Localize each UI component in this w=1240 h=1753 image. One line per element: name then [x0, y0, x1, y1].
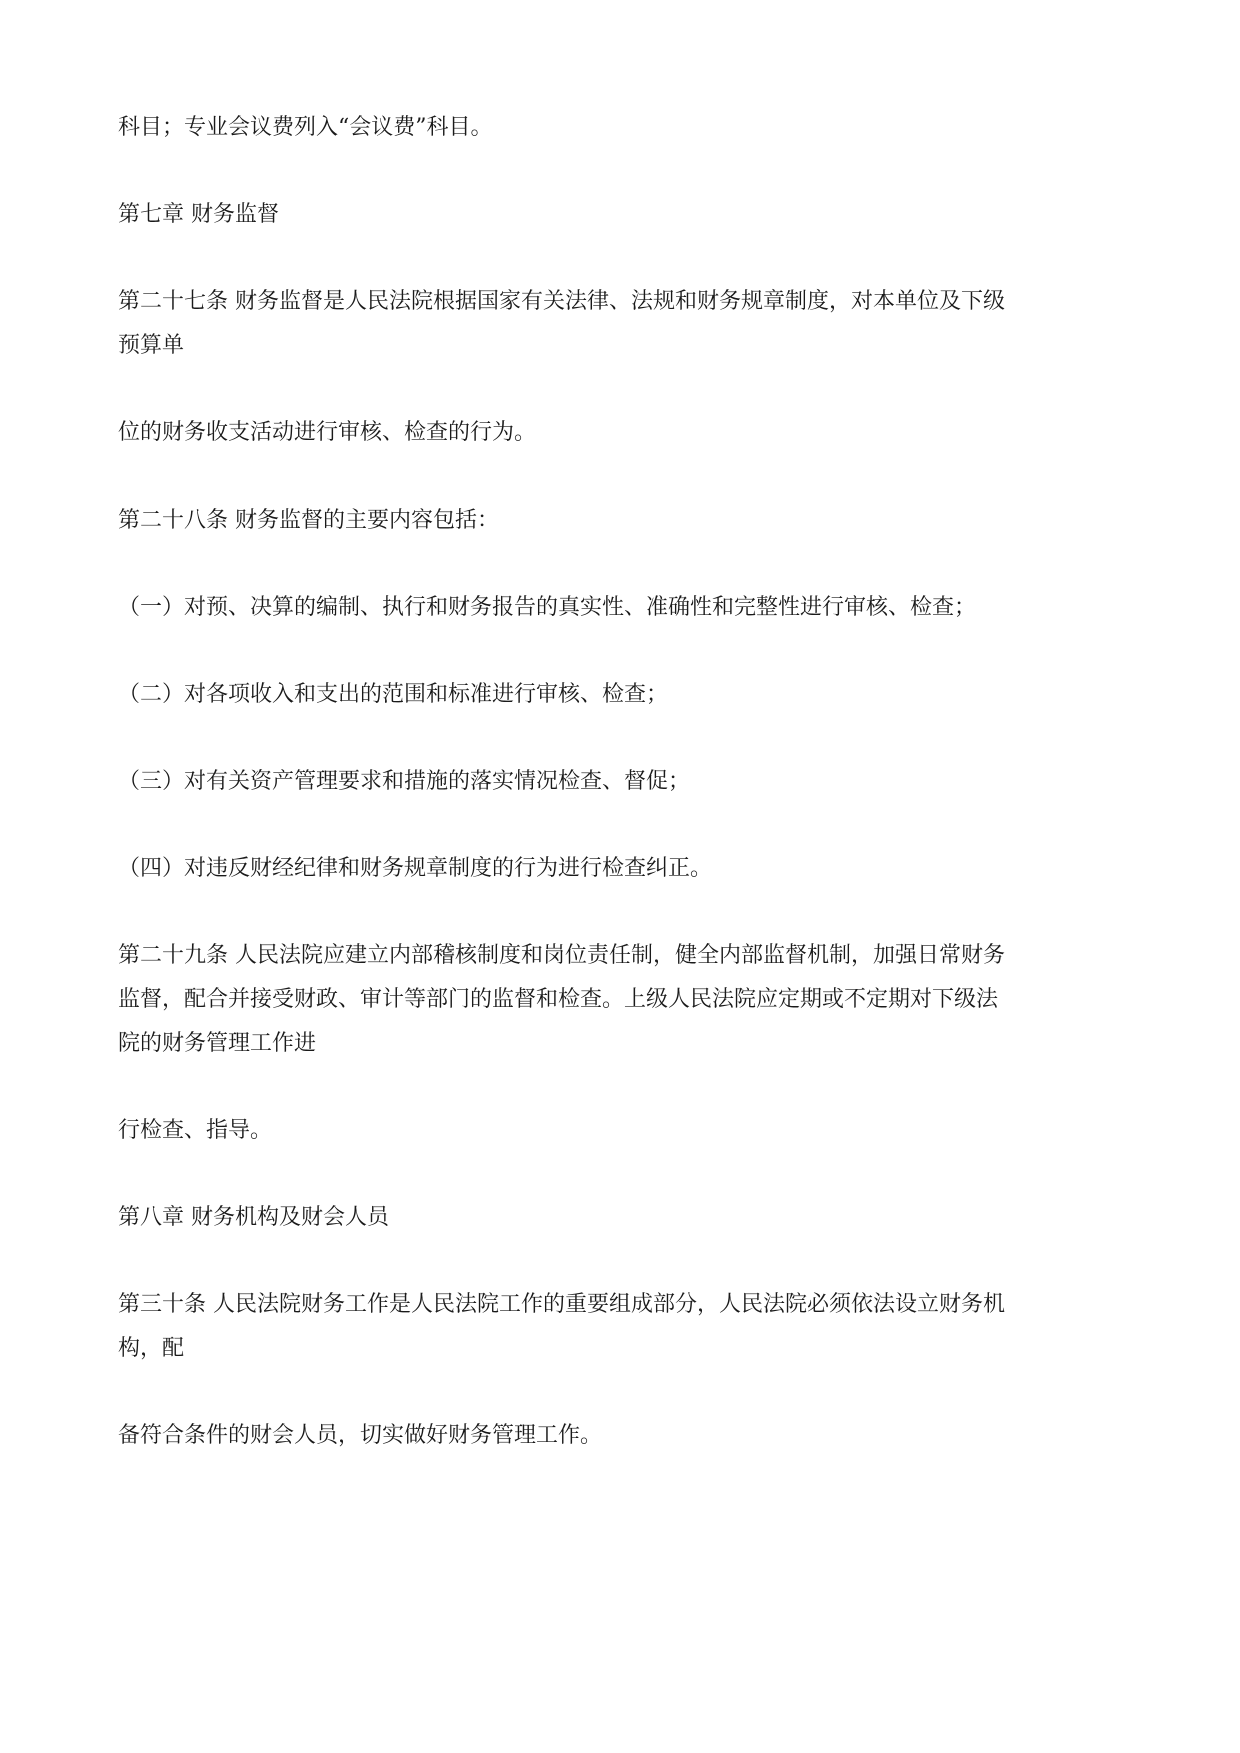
chapter-heading: 第八章 财务机构及财会人员	[118, 1205, 389, 1230]
text-line: 构，配	[118, 1336, 185, 1361]
list-item: （一）对预、决算的编制、执行和财务报告的真实性、准确性和完整性进行审核、检查；	[118, 595, 977, 620]
text-line: 科目；专业会议费列入“会议费”科目。	[118, 115, 493, 140]
chapter-heading: 第七章 财务监督	[118, 202, 279, 227]
list-item: （二）对各项收入和支出的范围和标准进行审核、检查；	[118, 682, 669, 707]
list-item: （四）对违反财经纪律和财务规章制度的行为进行检查纠正。	[118, 856, 713, 881]
text-line: 第二十八条 财务监督的主要内容包括：	[118, 508, 499, 533]
text-line: 第二十七条 财务监督是人民法院根据国家有关法律、法规和财务规章制度，对本单位及下级	[118, 289, 1005, 314]
text-line: 预算单	[118, 333, 185, 358]
list-item: （三）对有关资产管理要求和措施的落实情况检查、督促；	[118, 769, 691, 794]
text-line: 位的财务收支活动进行审核、检查的行为。	[118, 420, 537, 445]
text-line: 备符合条件的财会人员，切实做好财务管理工作。	[118, 1423, 603, 1448]
text-line: 行检查、指导。	[118, 1118, 273, 1143]
text-line: 第二十九条 人民法院应建立内部稽核制度和岗位责任制，健全内部监督机制，加强日常财务	[118, 943, 1005, 968]
text-line: 院的财务管理工作进	[118, 1031, 317, 1056]
text-line: 监督，配合并接受财政、审计等部门的监督和检查。上级人民法院应定期或不定期对下级法	[118, 987, 999, 1012]
text-line: 第三十条 人民法院财务工作是人民法院工作的重要组成部分，人民法院必须依法设立财务机	[118, 1292, 1005, 1317]
